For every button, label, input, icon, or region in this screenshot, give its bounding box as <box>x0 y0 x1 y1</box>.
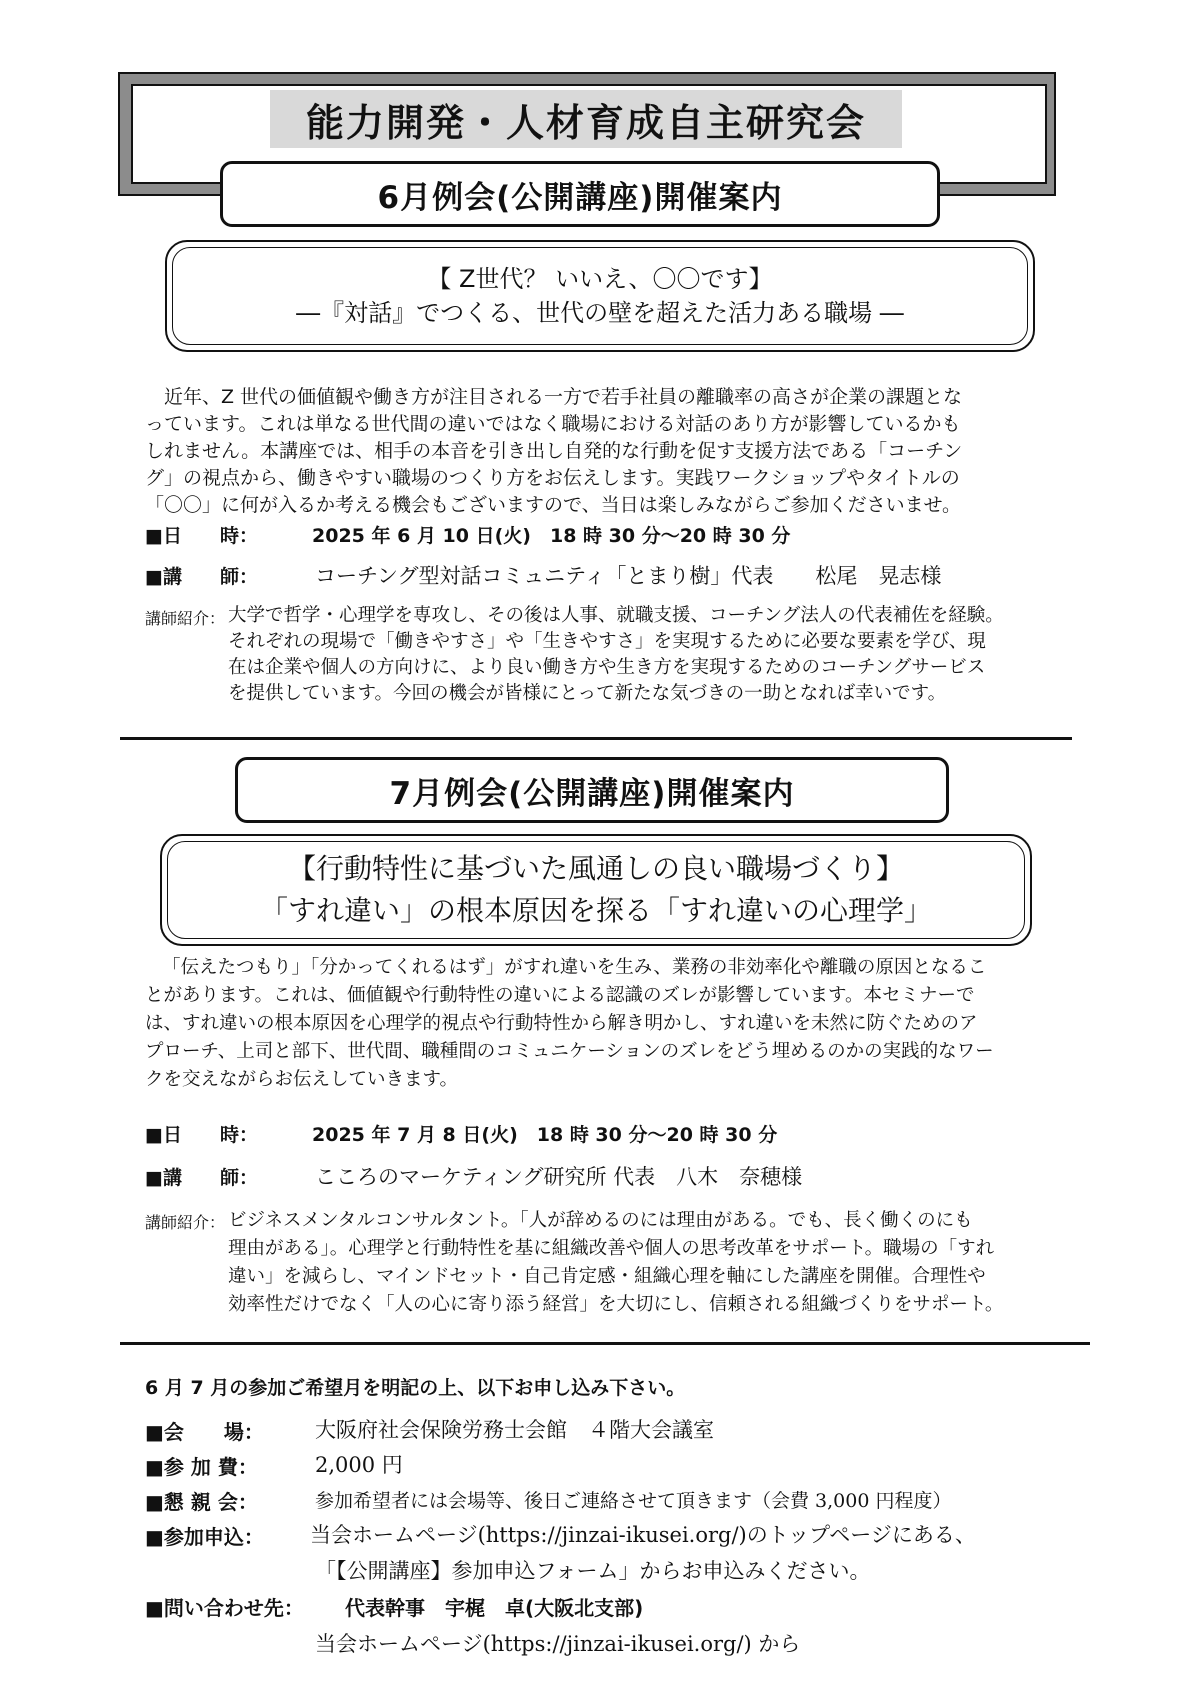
contact-line: 当会ホームページ(https://jinzai-ikusei.org/) から <box>315 1632 801 1656</box>
july-intro-line: は、すれ違いの根本原因を心理学的視点や行動特性から解き明かし、すれ違いを未然に防ぐためのア <box>145 1013 978 1034</box>
june-intro-line: 「〇〇」に何が入るか考える機会もございますので、当日は楽しみながらご参加くださいませ。 <box>145 494 962 516</box>
june-profile-line: を提供しています。今回の機会が皆様にとって新たな気づきの一助となれば幸いです。 <box>228 683 947 704</box>
contact-label: ■問い合わせ先： <box>145 1596 304 1620</box>
july-topic-line2: 「すれ違い」の根本原因を探る「すれ違いの心理学」 <box>259 894 932 927</box>
june-profile-line: それぞれの現場で「働きやすさ」や「生きやすさ」を実現するために必要な要素を学び、現 <box>228 631 986 652</box>
section-divider <box>120 737 1072 740</box>
july-profile <box>228 1207 1068 1319</box>
june-profile-line: 大学で哲学・心理学を専攻し、その後は人事、就職支援、コーチング法人の代表補佐を経験。 <box>228 605 1004 626</box>
party-value: 参加希望者には会場等、後日ご連絡させて頂きます（会費 3,000 円程度） <box>315 1490 952 1512</box>
july-profile-line: ビジネスメンタルコンサルタント。「人が辞めるのには理由がある。でも、長く働くのにも <box>228 1210 973 1231</box>
july-topic-box <box>160 834 1032 946</box>
contact-value: 代表幹事 宇梶 卓(大阪北支部) <box>345 1596 644 1620</box>
party-label: ■懇 親 会： <box>145 1490 258 1514</box>
june-profile-line: 在は企業や個人の方向けに、より良い働き方や生き方を実現するためのコーチングサービス <box>228 657 986 678</box>
apply-line1: 当会ホームページ(https://jinzai-ikusei.org/)のトップページにある、 <box>310 1523 976 1547</box>
july-date-value: 2025 年 7 月 8 日(火) 18 時 30 分～20 時 30 分 <box>312 1124 778 1146</box>
july-profile-line: 違い」を減らし、マインドセット・自己肯定感・組織心理を軸にした講座を開催。合理性や <box>228 1266 986 1287</box>
fee-label: ■参 加 費： <box>145 1455 258 1479</box>
july-intro-line: プローチ、上司と部下、世代間、職種間のコミュニケーションのズレをどう埋めるのかの実践的なワー <box>145 1041 994 1062</box>
july-topic-line1: 【行動特性に基づいた風通しの良い職場づくり】 <box>287 852 904 885</box>
june-profile-label: 講師紹介： <box>145 609 226 628</box>
july-profile-line: 理由がある」。心理学と行動特性を基に組織改善や個人の思考改革をサポート。職場の「すれ <box>228 1238 995 1259</box>
june-intro-line: グ」の視点から、働きやすい職場のつくり方をお伝えします。実践ワークショップやタイトルの <box>145 467 960 489</box>
june-profile <box>228 603 1068 707</box>
july-date-label: ■日 時： <box>145 1124 258 1146</box>
application-lead: 6 月 7 月の参加ご希望月を明記の上、以下お申し込み下さい。 <box>145 1377 686 1399</box>
apply-label: ■参加申込： <box>145 1525 264 1549</box>
july-profile-label: 講師紹介： <box>145 1213 226 1232</box>
june-date-label: ■日 時： <box>145 525 258 547</box>
july-heading: 7月例会(公開講座)開催案内 <box>235 757 949 823</box>
july-lecturer-value: こころのマーケティング研究所 代表 八木 奈穂様 <box>315 1165 803 1189</box>
venue-value: 大阪府社会保険労務士会館 ４階大会議室 <box>315 1418 714 1442</box>
june-heading: 6月例会(公開講座)開催案内 <box>220 161 940 227</box>
july-intro-line: 「伝えたつもり」「分かってくれるはず」がすれ違いを生み、業務の非効率化や離職の原因となるこ <box>162 957 987 978</box>
june-intro-line: っています。これは単なる世代間の違いではなく職場における対話のあり方が影響しているかも <box>145 413 961 435</box>
fee-value: 2,000 円 <box>315 1453 403 1477</box>
apply-line2: 「【公開講座】参加申込フォーム」からお申込みください。 <box>315 1559 871 1583</box>
june-lecturer-value: コーチング型対話コミュニティ「とまり樹」代表 松尾 晃志様 <box>315 564 942 588</box>
venue-label: ■会 場： <box>145 1420 264 1444</box>
june-topic-box <box>165 240 1035 352</box>
application-divider <box>120 1342 1090 1345</box>
june-intro-line: しれません。本講座では、相手の本音を引き出し自発的な行動を促す支援方法である「コーチン <box>145 440 963 462</box>
july-intro <box>145 954 1060 1094</box>
july-lecturer-label: ■講 師： <box>145 1167 258 1189</box>
june-intro-line: 近年、Z 世代の価値観や働き方が注目される一方で若手社員の離職率の高さが企業の課題とな <box>164 386 963 408</box>
june-date-value: 2025 年 6 月 10 日(火) 18 時 30 分～20 時 30 分 <box>312 525 791 547</box>
main-title: 能力開発・人材育成自主研究会 <box>270 90 902 148</box>
june-intro <box>145 384 1060 519</box>
july-intro-line: とがあります。これは、価値観や行動特性の違いによる認識のズレが影響しています。本セミナーで <box>145 985 975 1006</box>
june-lecturer-label: ■講 師： <box>145 566 258 588</box>
july-intro-line: クを交えながらお伝えしていきます。 <box>145 1069 459 1090</box>
july-profile-line: 効率性だけでなく「人の心に寄り添う経営」を大切にし、信頼される組織づくりをサポート。 <box>228 1294 1004 1315</box>
june-topic-line1: 【 Z世代？ いいえ、〇〇です】 <box>427 265 773 293</box>
june-topic-line2: ―『対話』でつくる、世代の壁を超えた活力ある職場 ― <box>296 299 904 327</box>
